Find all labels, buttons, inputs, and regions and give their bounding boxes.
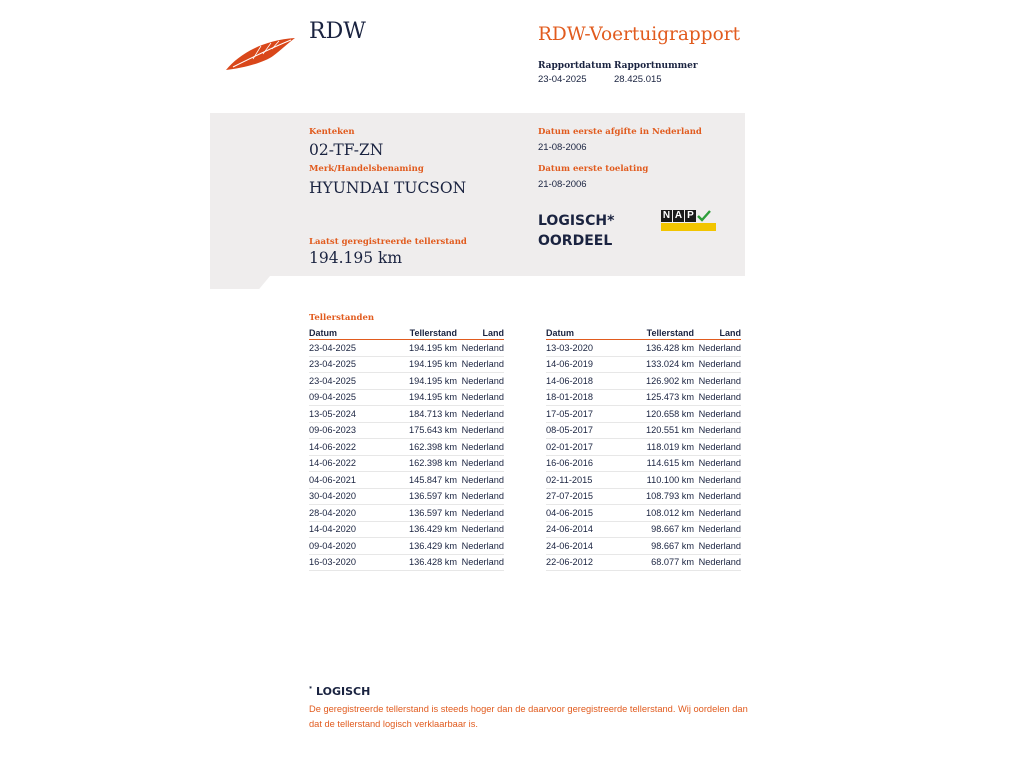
- footnote-marker: *: [309, 685, 313, 693]
- date-cell: 16-03-2020: [309, 554, 389, 571]
- country-cell: Nederland: [457, 488, 504, 505]
- date-cell: 02-11-2015: [546, 472, 626, 489]
- odometer-cell: 133.024 km: [626, 356, 694, 373]
- odometer-cell: 68.077 km: [626, 554, 694, 571]
- odometer-cell: 184.713 km: [389, 406, 457, 423]
- country-cell: Nederland: [694, 439, 741, 456]
- date-cell: 18-01-2018: [546, 389, 626, 406]
- report-date-label: Rapportdatum: [538, 61, 612, 71]
- table-row: [546, 439, 741, 456]
- country-cell: Nederland: [694, 554, 741, 571]
- first-admission-label: Datum eerste toelating: [538, 164, 649, 174]
- date-cell: 13-03-2020: [546, 340, 626, 357]
- table-row: [309, 505, 504, 522]
- table-row: [309, 554, 504, 571]
- country-cell: Nederland: [457, 389, 504, 406]
- report-number: [614, 61, 698, 85]
- table-row: [546, 389, 741, 406]
- odometer-cell: 194.195 km: [389, 356, 457, 373]
- table-row: [309, 422, 504, 439]
- col-odometer: Tellerstand: [389, 327, 457, 340]
- date-cell: 16-06-2016: [546, 455, 626, 472]
- odometer-cell: 194.195 km: [389, 373, 457, 390]
- footnote-text: De geregistreerde tellerstand is steeds hoger dan de daarvoor geregistreerde tellerstand. Wij oordelen dan dat de tellerstand logisch verklaarbaar is.: [309, 704, 748, 729]
- odometer-cell: 162.398 km: [389, 439, 457, 456]
- country-cell: Nederland: [457, 439, 504, 456]
- date-cell: 22-06-2012: [546, 554, 626, 571]
- table-row: [309, 389, 504, 406]
- table-row: [546, 505, 741, 522]
- first-issue-nl-label: Datum eerste afgifte in Nederland: [538, 127, 702, 137]
- table-row: [546, 373, 741, 390]
- date-cell: 23-04-2025: [309, 373, 389, 390]
- country-cell: Nederland: [694, 422, 741, 439]
- date-cell: 23-04-2025: [309, 340, 389, 357]
- date-cell: 04-06-2021: [309, 472, 389, 489]
- country-cell: Nederland: [457, 373, 504, 390]
- odometer-cell: 136.597 km: [389, 505, 457, 522]
- odometer-cell: 145.847 km: [389, 472, 457, 489]
- date-cell: 24-06-2014: [546, 521, 626, 538]
- odometer-cell: 136.429 km: [389, 538, 457, 555]
- country-cell: Nederland: [694, 488, 741, 505]
- footnote-title-text: LOGISCH: [315, 685, 371, 698]
- table-row: [309, 373, 504, 390]
- report-date-value: 23-04-2025: [538, 74, 587, 85]
- table-row: [309, 406, 504, 423]
- footnote-title: [309, 685, 370, 698]
- plate-value: 02-TF-ZN: [309, 141, 384, 159]
- table-row: [309, 356, 504, 373]
- date-cell: 08-05-2017: [546, 422, 626, 439]
- table-row: [546, 538, 741, 555]
- table-row: [546, 455, 741, 472]
- odometer-value: 194.195 km: [309, 249, 403, 267]
- odometer-cell: 98.667 km: [626, 538, 694, 555]
- date-cell: 27-07-2015: [546, 488, 626, 505]
- report-number-label: Rapportnummer: [614, 61, 698, 71]
- check-icon: [697, 210, 711, 222]
- country-cell: Nederland: [694, 472, 741, 489]
- odometer-cell: 110.100 km: [626, 472, 694, 489]
- feather-icon: [225, 34, 297, 72]
- date-cell: 09-06-2023: [309, 422, 389, 439]
- report-date: [538, 61, 611, 85]
- table-row: [546, 406, 741, 423]
- date-cell: 14-06-2022: [309, 455, 389, 472]
- table-row: [309, 521, 504, 538]
- col-date: Datum: [546, 327, 626, 340]
- country-cell: Nederland: [457, 554, 504, 571]
- odometer-cell: 136.429 km: [389, 521, 457, 538]
- country-cell: Nederland: [694, 406, 741, 423]
- brand-value: HYUNDAI TUCSON: [309, 179, 467, 197]
- nap-letter-p: P: [685, 210, 696, 222]
- nap-letter-a: A: [674, 210, 683, 221]
- col-country: Land: [457, 327, 504, 340]
- table-row: [309, 488, 504, 505]
- country-cell: Nederland: [457, 340, 504, 357]
- first-issue-nl-value: 21-08-2006: [538, 142, 587, 153]
- first-admission-value: 21-08-2006: [538, 179, 587, 190]
- verdict: [538, 211, 614, 251]
- table-row: [546, 340, 741, 357]
- country-cell: Nederland: [457, 455, 504, 472]
- country-cell: Nederland: [694, 389, 741, 406]
- odometer-cell: 162.398 km: [389, 455, 457, 472]
- date-cell: 09-04-2025: [309, 389, 389, 406]
- date-cell: 30-04-2020: [309, 488, 389, 505]
- verdict-line1: LOGISCH*: [538, 213, 615, 229]
- date-cell: 02-01-2017: [546, 439, 626, 456]
- plate-label: Kenteken: [309, 127, 355, 137]
- odometer-cell: 175.643 km: [389, 422, 457, 439]
- odometer-cell: 136.597 km: [389, 488, 457, 505]
- verdict-line2: OORDEEL: [538, 233, 613, 249]
- table-row: [546, 521, 741, 538]
- odometer-cell: 125.473 km: [626, 389, 694, 406]
- table-row: [546, 356, 741, 373]
- odometer-cell: 194.195 km: [389, 340, 457, 357]
- date-cell: 14-06-2022: [309, 439, 389, 456]
- date-cell: 14-06-2019: [546, 356, 626, 373]
- odometer-cell: 136.428 km: [389, 554, 457, 571]
- country-cell: Nederland: [457, 505, 504, 522]
- col-odometer: Tellerstand: [626, 327, 694, 340]
- country-cell: Nederland: [694, 538, 741, 555]
- date-cell: 23-04-2025: [309, 356, 389, 373]
- nap-logo: [661, 210, 711, 222]
- odometer-cell: 118.019 km: [626, 439, 694, 456]
- table-row: [309, 538, 504, 555]
- nap-logo-bar: [661, 223, 716, 231]
- odometer-cell: 114.615 km: [626, 455, 694, 472]
- country-cell: Nederland: [694, 373, 741, 390]
- date-cell: 28-04-2020: [309, 505, 389, 522]
- odometer-cell: 120.658 km: [626, 406, 694, 423]
- country-cell: Nederland: [694, 505, 741, 522]
- brand-name: RDW: [309, 19, 366, 44]
- odometer-cell: 120.551 km: [626, 422, 694, 439]
- country-cell: Nederland: [457, 422, 504, 439]
- readings-table-right: [546, 327, 741, 571]
- odometer-cell: 108.793 km: [626, 488, 694, 505]
- report-title: RDW-Voertuigrapport: [538, 24, 741, 45]
- date-cell: 14-04-2020: [309, 521, 389, 538]
- country-cell: Nederland: [457, 406, 504, 423]
- country-cell: Nederland: [457, 472, 504, 489]
- country-cell: Nederland: [694, 356, 741, 373]
- country-cell: Nederland: [694, 521, 741, 538]
- country-cell: Nederland: [457, 521, 504, 538]
- table-row: [546, 472, 741, 489]
- date-cell: 14-06-2018: [546, 373, 626, 390]
- date-cell: 24-06-2014: [546, 538, 626, 555]
- odometer-cell: 126.902 km: [626, 373, 694, 390]
- col-country: Land: [694, 327, 741, 340]
- report-number-value: 28.425.015: [614, 74, 662, 85]
- date-cell: 17-05-2017: [546, 406, 626, 423]
- table-row: [309, 340, 504, 357]
- panel-tab: [210, 276, 270, 289]
- odometer-label: Laatst geregistreerde tellerstand: [309, 237, 467, 247]
- country-cell: Nederland: [457, 538, 504, 555]
- brand-label: Merk/Handelsbenaming: [309, 164, 424, 174]
- country-cell: Nederland: [694, 340, 741, 357]
- date-cell: 04-06-2015: [546, 505, 626, 522]
- col-date: Datum: [309, 327, 389, 340]
- table-row: [309, 455, 504, 472]
- readings-title: Tellerstanden: [309, 313, 375, 323]
- table-row: [309, 439, 504, 456]
- table-row: [546, 488, 741, 505]
- odometer-cell: 194.195 km: [389, 389, 457, 406]
- odometer-cell: 136.428 km: [626, 340, 694, 357]
- vehicle-panel: [210, 113, 745, 276]
- date-cell: 13-05-2024: [309, 406, 389, 423]
- readings-table-left: [309, 327, 504, 571]
- table-row: [546, 554, 741, 571]
- table-row: [546, 422, 741, 439]
- country-cell: Nederland: [457, 356, 504, 373]
- country-cell: Nederland: [694, 455, 741, 472]
- odometer-cell: 98.667 km: [626, 521, 694, 538]
- table-row: [309, 472, 504, 489]
- odometer-cell: 108.012 km: [626, 505, 694, 522]
- nap-letter-n: N: [662, 210, 671, 221]
- date-cell: 09-04-2020: [309, 538, 389, 555]
